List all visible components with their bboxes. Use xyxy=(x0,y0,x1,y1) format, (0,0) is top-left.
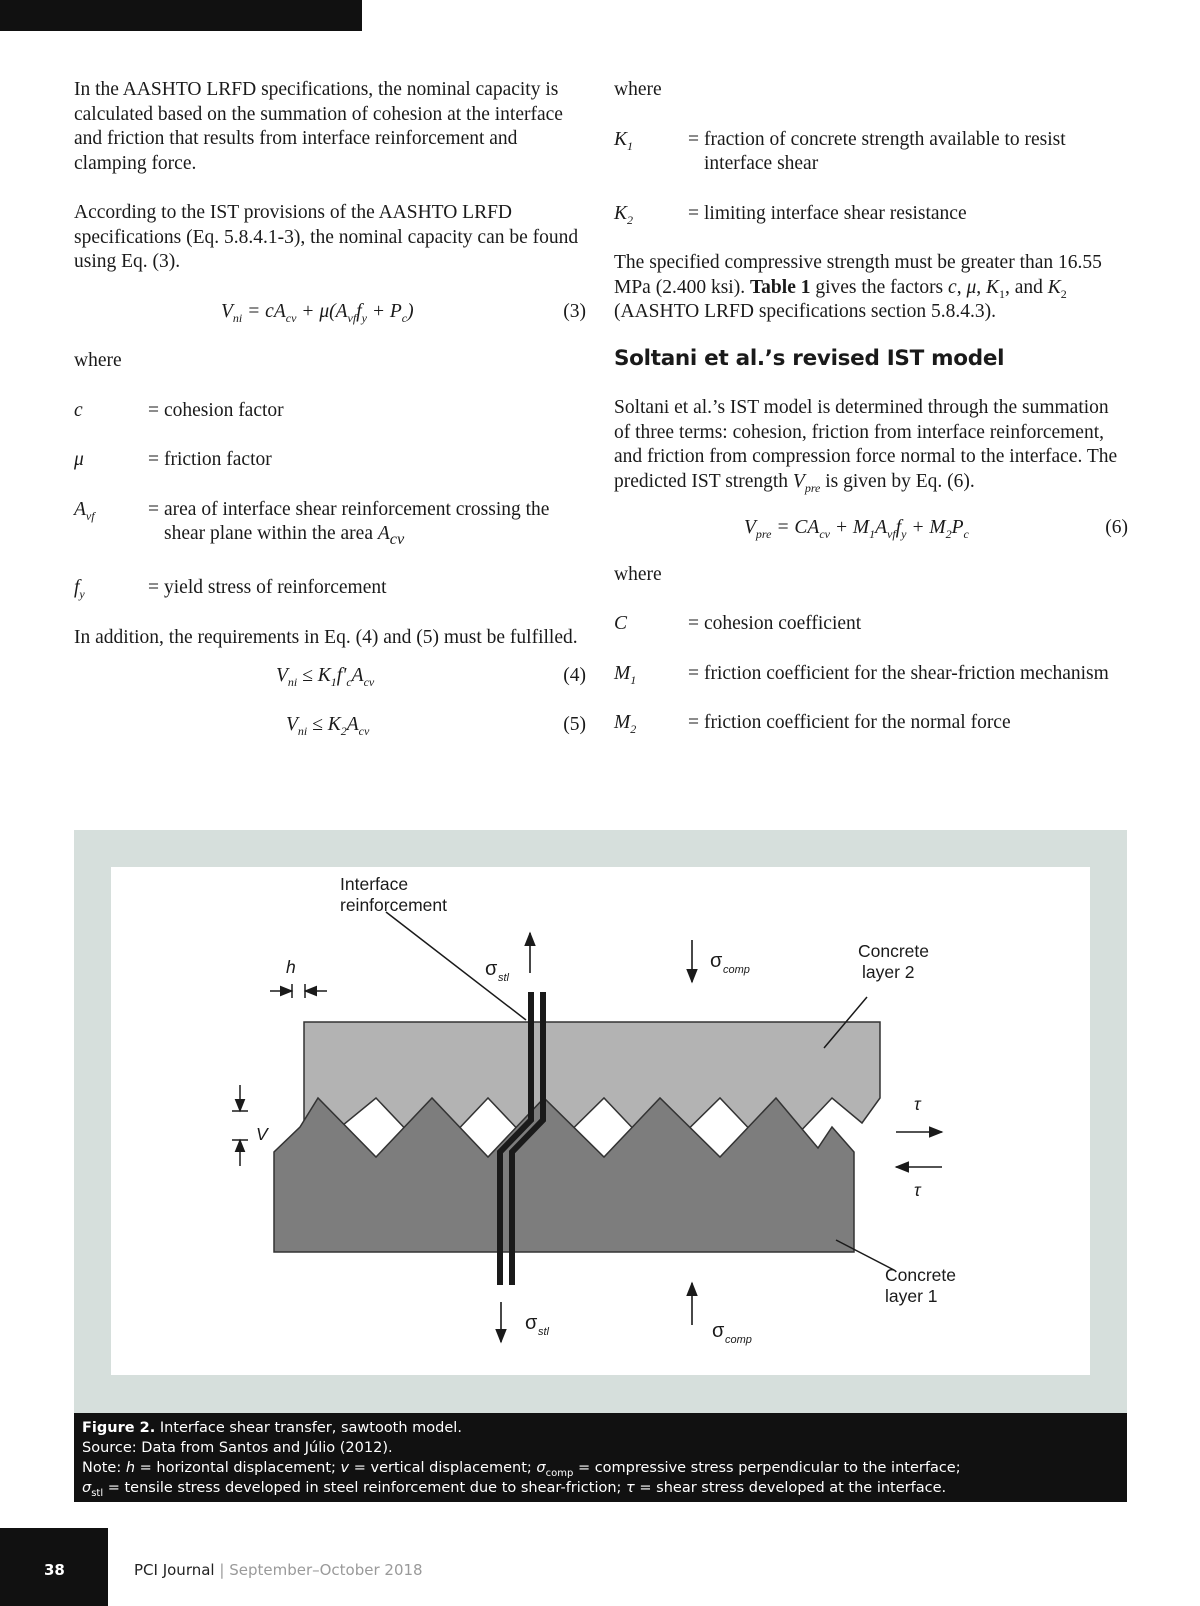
symbol: $M_2$ xyxy=(614,712,637,736)
definition: $K_1$ = fraction of concrete strength available to resist interface shear xyxy=(614,128,1128,177)
diagram-panel xyxy=(111,867,1090,1375)
paragraph: In addition, the requirements in Eq. (4) and (5) must be fulfilled. xyxy=(74,626,578,648)
equation-number: (6) xyxy=(1105,517,1128,538)
figure-note: Note: h = horizontal displacement; v = vertical displacement; $\sigma_{comp}$ = compressive stress perpendicular to the interface; xyxy=(82,1460,961,1479)
label-sigma-stl-sub: stl xyxy=(498,972,509,984)
definition-text: friction coefficient for the shear-friction mechanism xyxy=(704,662,1109,684)
figure-caption xyxy=(74,1413,1127,1502)
equation-4 xyxy=(74,664,586,689)
symbol: μ xyxy=(74,449,84,470)
label-tau: τ xyxy=(914,1180,921,1200)
definition-text: friction factor xyxy=(164,449,272,470)
definition-text: yield stress of reinforcement xyxy=(164,577,387,599)
label-interface-reinforcement: reinforcement xyxy=(340,895,447,915)
symbol: $K_1$ xyxy=(614,128,634,153)
definition-text: area of interface shear reinforcement crossing the shear plane within the area $A_{cv}$ xyxy=(164,498,550,548)
sawtooth-diagram xyxy=(74,830,1127,1502)
label-sigma-comp: σ xyxy=(710,950,723,972)
label-v: V xyxy=(256,1124,268,1144)
label-h: h xyxy=(286,957,296,977)
definition: $f_y$ = yield stress of reinforcement xyxy=(74,576,586,601)
page-number-box xyxy=(0,1528,108,1606)
figure-2 xyxy=(74,830,1127,1502)
left-column xyxy=(74,78,586,762)
equation: $V_{ni} \le K_1f'_cA_{cv}$ xyxy=(276,665,375,690)
symbol: $M_1$ xyxy=(614,662,637,687)
definition-text: cohesion factor xyxy=(164,399,284,421)
label-sigma-stl: σ xyxy=(525,1312,538,1334)
table-reference[interactable]: Table 1 xyxy=(749,276,811,298)
label-concrete-layer-2: Concrete xyxy=(858,941,930,961)
equation-number: (5) xyxy=(563,713,586,735)
label-interface-reinforcement: Interface xyxy=(340,874,409,894)
where-label: where xyxy=(614,79,662,100)
figure-source: Source: Data from Santos and Júlio (2012). xyxy=(82,1440,393,1456)
equation: $V_{ni} \le K_2A_{cv}$ xyxy=(286,713,370,738)
label-concrete-layer-1: Concrete xyxy=(885,1265,957,1285)
right-column xyxy=(614,78,1128,761)
definition-text: fraction of concrete strength available to resist interface shear xyxy=(704,128,1066,174)
issue-date: | September–October 2018 xyxy=(219,1561,423,1579)
definition: $M_1$ = friction coefficient for the shear-friction mechanism xyxy=(614,662,1128,687)
definition: $K_2$ = limiting interface shear resistance xyxy=(614,202,1128,227)
section-heading: Soltani et al.’s revised IST model xyxy=(614,345,1005,371)
equation: $V_{pre} = CA_{cv} + M_1A_{vf}f_y + M_2P_c$ xyxy=(744,517,969,541)
symbol: $f_y$ xyxy=(74,577,85,602)
label-sigma-comp-sub: comp xyxy=(725,1334,752,1346)
paragraph: According to the IST provisions of the AASHTO LRFD specifications (Eq. 5.8.4.1-3), the nominal capacity can be found using Eq. (3). xyxy=(74,202,579,272)
paragraph: Soltani et al.’s IST model is determined through the summation of three terms: cohesion, friction from interface reinforcement, and friction from compression force normal to the interface. The predicted IST strength $V_{pre}$ is given by Eq. (6). xyxy=(614,397,1118,495)
definition: $A_{vf}$ = area of interface shear reinforcement crossing the shear plane within the area $A_{cv}$ xyxy=(74,498,586,552)
definition-text: friction coefficient for the normal force xyxy=(704,712,1011,733)
definition: $M_2$ = friction coefficient for the normal force xyxy=(614,711,1128,736)
label-sigma-comp-sub: comp xyxy=(723,964,750,976)
symbol: C xyxy=(614,613,628,634)
figure-title: Interface shear transfer, sawtooth model. xyxy=(159,1420,462,1436)
paragraph: In the AASHTO LRFD specifications, the nominal capacity is calculated based on the summation of cohesion at the interface and friction that results from interface reinforcement and clamping force. xyxy=(74,79,563,174)
definition-text: cohesion coefficient xyxy=(704,613,862,634)
definition: μ = friction factor xyxy=(74,448,586,473)
label-tau: τ xyxy=(914,1094,921,1114)
definition-text: limiting interface shear resistance xyxy=(704,202,967,224)
where-label: where xyxy=(74,350,122,371)
symbol: $A_{vf}$ xyxy=(74,498,95,523)
equation-number: (4) xyxy=(563,665,586,687)
label-sigma-stl: σ xyxy=(485,958,498,980)
equation-number: (3) xyxy=(563,300,586,322)
equation-6 xyxy=(614,516,1128,541)
footer xyxy=(134,1561,423,1579)
equation: $V_{ni} = cA_{cv} + \mu(A_{vf}f_y + P_c)$ xyxy=(221,300,414,325)
label-sigma-comp: σ xyxy=(712,1320,725,1342)
definition: C = cohesion coefficient xyxy=(614,612,1128,637)
label-concrete-layer-2: layer 2 xyxy=(862,962,915,982)
equation-3 xyxy=(74,300,586,325)
page-number: 38 xyxy=(44,1561,65,1579)
paragraph: The specified compressive strength must be greater than 16.55 MPa (2.400 ksi). Table 1 gives the factors c, μ, $K_1$, and $K_2$ (AASHTO LRFD specifications section 5.8.4.3). xyxy=(614,252,1102,322)
header-bar xyxy=(0,0,362,31)
definition: c = cohesion factor xyxy=(74,399,586,424)
journal-name: PCI Journal xyxy=(134,1561,215,1579)
figure-label: Figure 2. xyxy=(82,1420,156,1436)
equation-5 xyxy=(74,713,586,738)
where-label: where xyxy=(614,563,662,585)
label-sigma-stl-sub: stl xyxy=(538,1326,549,1338)
label-concrete-layer-1: layer 1 xyxy=(885,1286,938,1306)
symbol: c xyxy=(74,399,83,421)
figure-note: $\sigma_{stl}$ = tensile stress developed in steel reinforcement due to shear-friction; τ = shear stress developed at the interface. xyxy=(82,1480,947,1499)
symbol: $K_2$ xyxy=(614,202,634,227)
